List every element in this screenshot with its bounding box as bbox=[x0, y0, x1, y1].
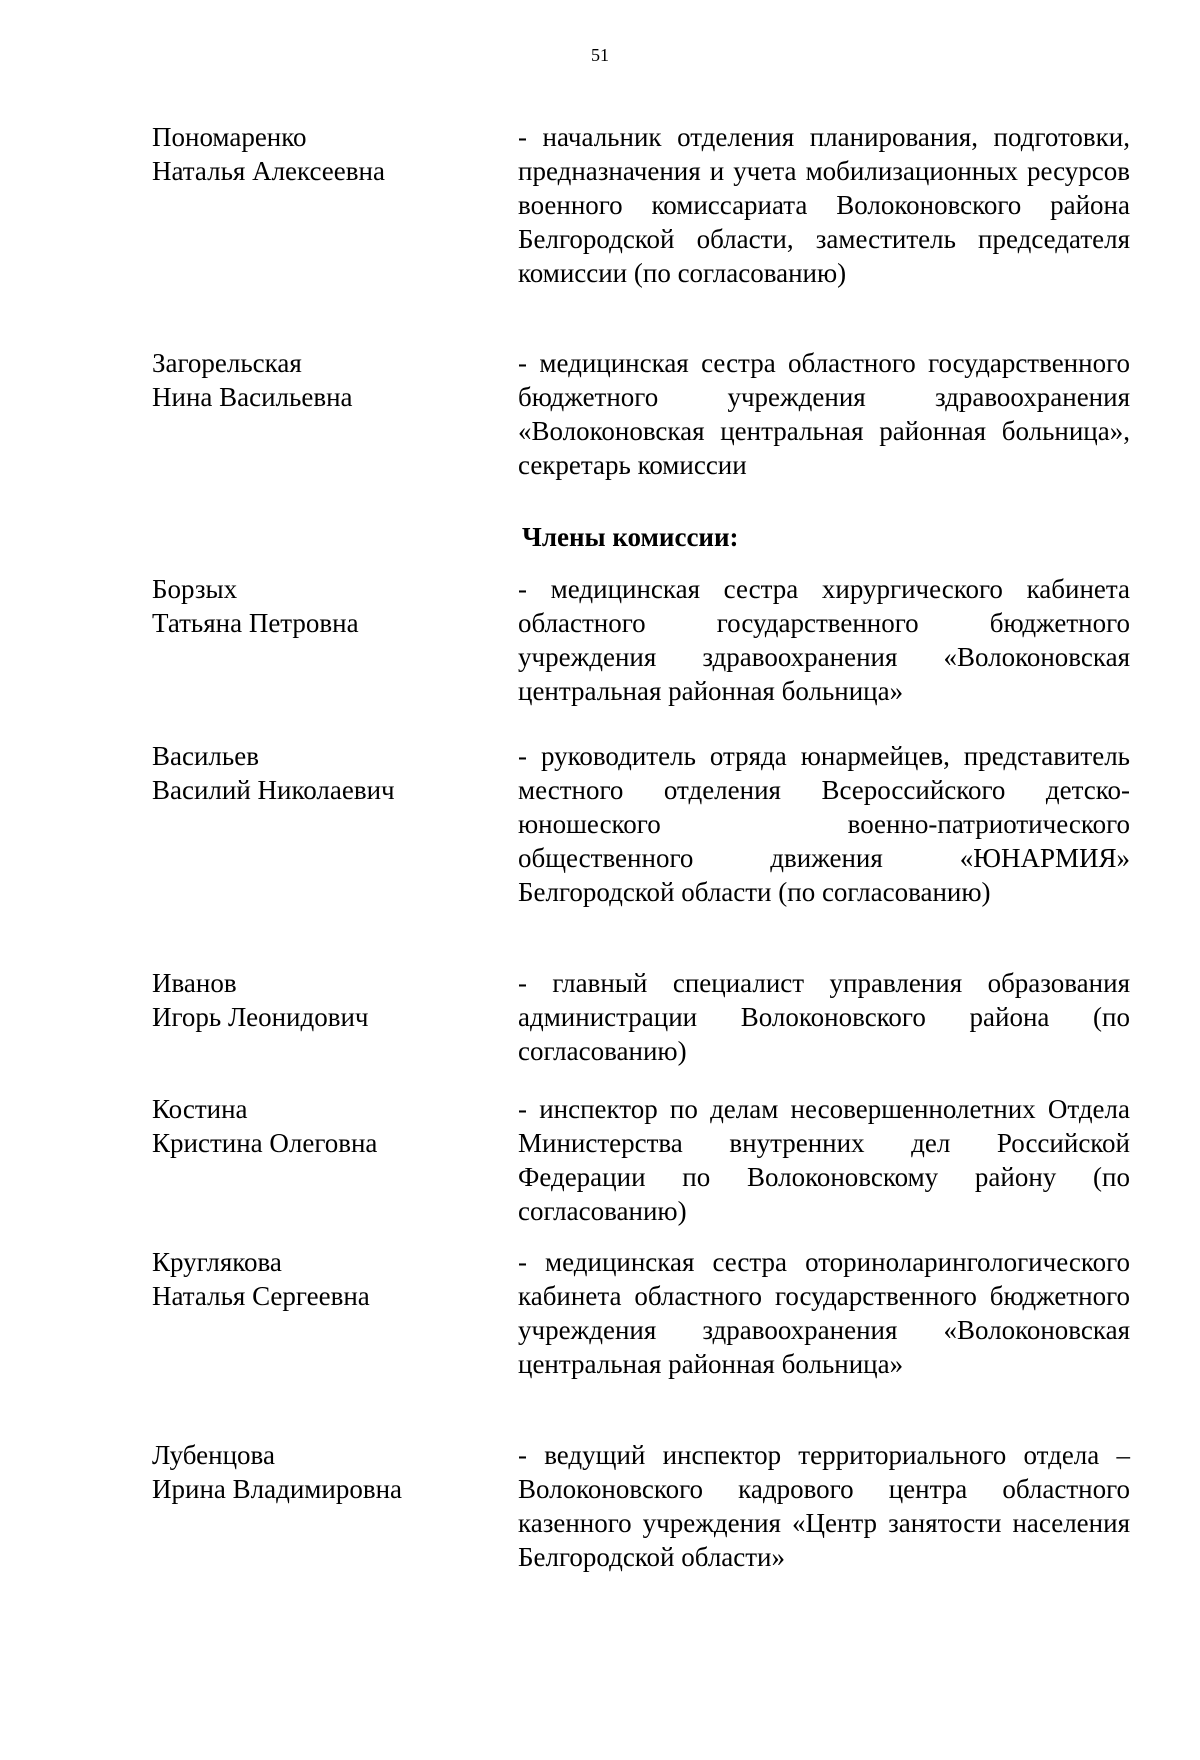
member-given-names: Василий Николаевич bbox=[152, 775, 395, 805]
member-name bbox=[152, 346, 492, 414]
member-given-names: Наталья Сергеевна bbox=[152, 1281, 370, 1311]
member-name bbox=[152, 1092, 492, 1160]
member-position: - ведущий инспектор территориального отдела – Волоконовского кадрового центра областного казенного учреждения «Центр занятости населения Белгородской области» bbox=[518, 1440, 1130, 1572]
member-name bbox=[152, 1438, 492, 1506]
page-number: 51 bbox=[591, 45, 609, 65]
member-surname: Борзых bbox=[152, 574, 238, 604]
member-position: - медицинская сестра оториноларингологического кабинета областного государственного бюджетного учреждения здравоохранения «Волоконовская центральная районная больница» bbox=[518, 1247, 1130, 1379]
member-given-names: Татьяна Петровна bbox=[152, 608, 359, 638]
member-given-names: Ирина Владимировна bbox=[152, 1474, 403, 1504]
member-entry-borzykh bbox=[0, 572, 1200, 706]
member-name bbox=[152, 1245, 492, 1313]
member-given-names: Игорь Леонидович bbox=[152, 1002, 369, 1032]
member-entry-ivanov bbox=[0, 966, 1200, 1066]
member-surname: Лубенцова bbox=[152, 1440, 275, 1470]
member-entry-zagorelskaya bbox=[0, 346, 1200, 480]
member-surname: Васильев bbox=[152, 741, 259, 771]
member-entry-kruglyakova bbox=[0, 1245, 1200, 1379]
member-surname: Круглякова bbox=[152, 1247, 282, 1277]
member-entry-vasilyev bbox=[0, 739, 1200, 907]
member-surname: Пономаренко bbox=[152, 122, 307, 152]
member-position: - инспектор по делам несовершеннолетних Отдела Министерства внутренних дел Российской Федерации по Волоконовскому району (по согласованию) bbox=[518, 1094, 1130, 1226]
member-position: - медицинская сестра хирургического кабинета областного государственного бюджетного учреждения здравоохранения «Волоконовская центральная районная больница» bbox=[518, 574, 1130, 706]
member-name bbox=[152, 120, 492, 188]
member-position: - главный специалист управления образования администрации Волоконовского района (по согласованию) bbox=[518, 968, 1130, 1066]
commission-members-heading: Члены комиссии: bbox=[522, 522, 739, 552]
member-given-names: Наталья Алексеевна bbox=[152, 156, 385, 186]
member-entry-lubentsova bbox=[0, 1438, 1200, 1572]
member-entry-ponomarenko bbox=[0, 120, 1200, 288]
member-surname: Иванов bbox=[152, 968, 237, 998]
member-name bbox=[152, 572, 492, 640]
member-surname: Загорельская bbox=[152, 348, 302, 378]
member-given-names: Кристина Олеговна bbox=[152, 1128, 378, 1158]
member-surname: Костина bbox=[152, 1094, 248, 1124]
member-name bbox=[152, 739, 492, 807]
member-position: - руководитель отряда юнармейцев, представитель местного отделения Всероссийского детско-юношеского военно-патриотического общественного движения «ЮНАРМИЯ» Белгородской области (по согласованию) bbox=[518, 741, 1130, 907]
member-position: - медицинская сестра областного государственного бюджетного учреждения здравоохранения «Волоконовская центральная районная больница», секретарь комиссии bbox=[518, 348, 1130, 480]
member-position: - начальник отделения планирования, подготовки, предназначения и учета мобилизационных ресурсов военного комиссариата Волоконовского района Белгородской области, заместитель председателя комиссии (по согласованию) bbox=[518, 122, 1130, 288]
member-given-names: Нина Васильевна bbox=[152, 382, 353, 412]
member-entry-kostina bbox=[0, 1092, 1200, 1226]
member-name bbox=[152, 966, 492, 1034]
